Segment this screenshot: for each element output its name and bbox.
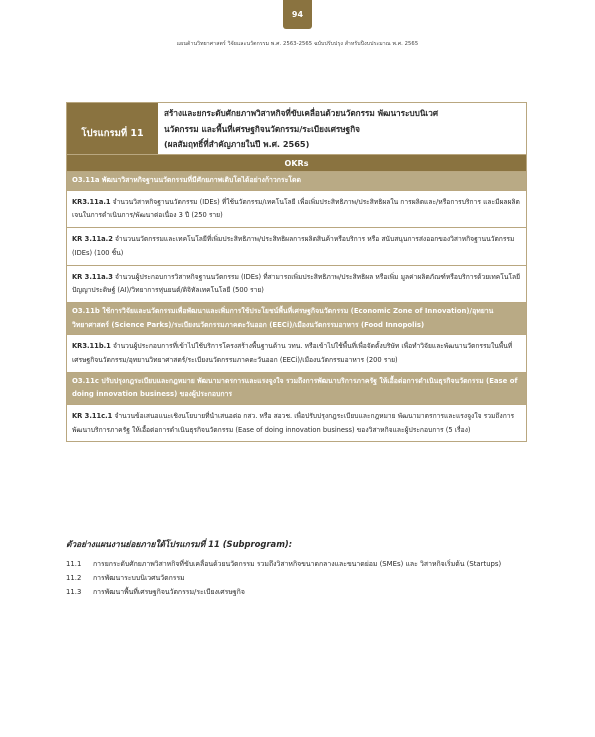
subprogram-text: การพัฒนาระบบนิเวศนวัตกรรม xyxy=(93,574,185,582)
key-result-code: KR3.11b.1 xyxy=(72,342,111,351)
subprogram-item xyxy=(66,557,536,571)
program-title-line: นวัตกรรม และพื้นที่เศรษฐกิจนวัตกรรม/ระเบียงเศรษฐกิจ xyxy=(164,123,360,134)
key-result-code: KR 3.11a.2 xyxy=(72,235,113,244)
subprogram-number: 11.3 xyxy=(66,588,82,596)
key-result-code: KR 3.11a.3 xyxy=(72,272,113,281)
program-title-line: (ผลสัมฤทธิ์ที่สำคัญภายในปี พ.ศ. 2565) xyxy=(164,139,310,149)
key-result-row xyxy=(67,405,526,442)
objective-row: O3.11a พัฒนาวิสาหกิจฐานนวัตกรรมที่มีศักยภาพเติบโตได้อย่างก้าวกระโดด xyxy=(67,172,526,191)
subprogram-item xyxy=(66,571,536,585)
program-code: โปรแกรมที่ 11 xyxy=(67,103,158,154)
subprogram-text: การยกระดับศักยภาพวิสาหกิจที่ขับเคลื่อนด้วยนวัตกรรม รวมถึงวิสาหกิจขนาดกลางและขนาดย่อม (SMEs) และ วิสาหกิจเริ่มต้น (Startups) xyxy=(93,560,502,568)
subprogram-number: 11.2 xyxy=(66,574,82,582)
subprogram-text: การพัฒนาพื้นที่เศรษฐกิจนวัตกรรม/ระเบียงเศรษฐกิจ xyxy=(93,588,245,596)
subprogram-number: 11.1 xyxy=(66,560,82,568)
key-result-row xyxy=(67,191,526,229)
key-result-row xyxy=(67,335,526,373)
program-header xyxy=(67,103,526,155)
program-table xyxy=(66,102,527,442)
running-header: แผนด้านวิทยาศาสตร์ วิจัยและนวัตกรรม พ.ศ. 2563-2565 ฉบับปรับปรุง สำหรับปีงบประมาณ พ.ศ. 2565 xyxy=(176,41,419,47)
subprogram-item xyxy=(66,585,536,599)
okrs-header: OKRs xyxy=(67,155,526,172)
key-result-code: KR3.11a.1 xyxy=(72,197,111,206)
key-result-text: จำนวนนวัตกรรมและเทคโนโลยีที่เพิ่มประสิทธิภาพ/ประสิทธิผลการผลิตสินค้าหรือบริการ หรือ สนับสนุนการส่งออกของวิสาหกิจฐานนวัตกรรม (IDEs) (100 ชิ้น) xyxy=(72,235,515,257)
key-result-text: จำนวนผู้ประกอบการที่เข้าไปใช้บริการโครงสร้างพื้นฐานด้าน วทน. หรือเข้าไปใช้พื้นที่เพื่อจัดตั้งบริษัท เพื่อทำวิจัยและพัฒนานวัตกรรมในพื้นที่เศรษฐกิจนวัตกรรม/อุทยานวิทยาศาสตร์/ระเบียงนวัตกรรมภาคตะวันออก (EECi)/เมืองนวัตกรรมอาหาร (200 ราย) xyxy=(72,342,513,365)
page-number: 94 xyxy=(283,0,312,29)
key-result-code: KR 3.11c.1 xyxy=(72,411,113,420)
subprogram-list xyxy=(66,557,536,599)
key-result-text: จำนวนข้อเสนอแนะเชิงนโยบายที่นำเสนอต่อ กสว. หรือ สอวช. เพื่อปรับปรุงกฎระเบียบและกฎหมาย พัฒนามาตรการและแรงจูงใจ รวมถึงการพัฒนาบริการภาครัฐ ให้เอื้อต่อการดำเนินธุรกิจนวัตกรรม (Ease of doing innovation business) ของวิสาหกิจและผู้ประกอบการ (5 เรื่อง) xyxy=(72,411,515,434)
objective-row: O3.11c ปรับปรุงกฎระเบียบและกฎหมาย พัฒนามาตรการและแรงจูงใจ รวมถึงการพัฒนาบริการภาครัฐ ให้เอื้อต่อการดำเนินธุรกิจนวัตกรรม (Ease of doing innovation business) ของผู้ประกอบการ xyxy=(67,373,526,405)
key-result-text: จำนวนผู้ประกอบการวิสาหกิจฐานนวัตกรรม (IDEs) ที่สามารถเพิ่มประสิทธิภาพ/ประสิทธิผล หรือเพิ่ม มูลค่าผลิตภัณฑ์หรือบริการด้วยเทคโนโลยีปัญญาประดิษฐ์ (AI)/วิทยาการหุ่นยนต์/ดิจิทัลเทคโนโลยี (500 ราย) xyxy=(72,272,521,295)
key-result-text: จำนวนวิสาหกิจฐานนวัตกรรม (IDEs) ที่ใช้นวัตกรรม/เทคโนโลยี เพื่อเพิ่มประสิทธิภาพ/ประสิทธิผลใน การผลิตและ/หรือการบริการ และมีผลผลิตเจนในการดำเนินการ/พัฒนาต่อเนื่อง 3 ปี (250 ราย) xyxy=(72,197,520,220)
subprogram-heading: ตัวอย่างแผนงานย่อยภายใต้โปรแกรมที่ 11 (Subprogram): xyxy=(66,539,293,549)
program-title xyxy=(158,103,526,154)
objective-row: O3.11b ใช้การวิจัยและนวัตกรรมเพื่อพัฒนาและเพิ่มการใช้ประโยชน์พื้นที่เศรษฐกิจนวัตกรรม (Economic Zone of Innovation)/อุทยานวิทยาศาสตร์ (Science Parks)/ระเบียงนวัตกรรมภาคตะวันออก (EECi)/เมืองนวัตกรรมอาหาร (Food Innopolis) xyxy=(67,303,526,335)
key-result-row xyxy=(67,228,526,266)
key-result-row xyxy=(67,266,526,304)
program-title-line: สร้างและยกระดับศักยภาพวิสาหกิจที่ขับเคลื่อนด้วยนวัตกรรม พัฒนาระบบนิเวศ xyxy=(164,108,439,118)
